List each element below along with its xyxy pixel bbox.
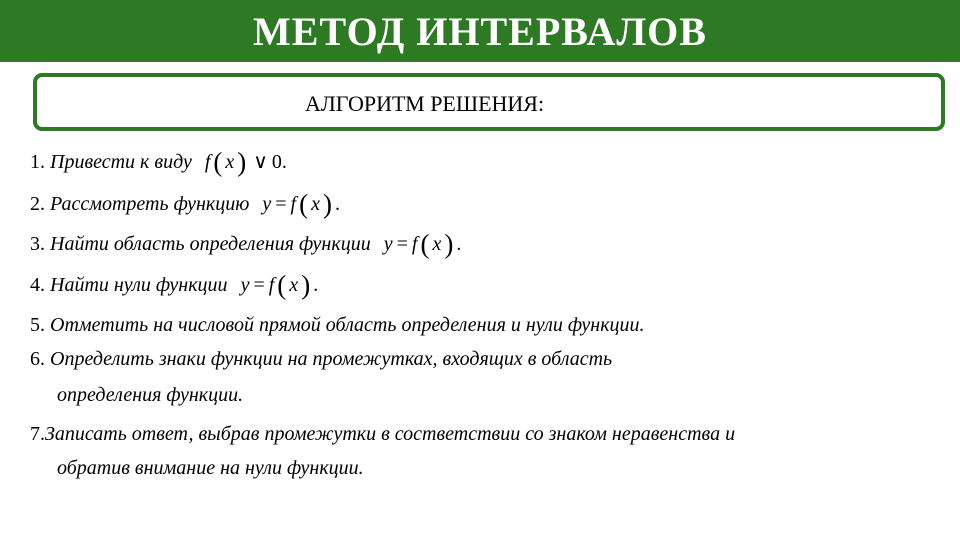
step-text: Рассмотреть функцию [50, 193, 250, 215]
formula: y = f ( x ) [240, 270, 311, 300]
step-text: Отметить на числовой прямой область определения и нули функции. [50, 314, 645, 336]
subtitle-box [33, 73, 945, 131]
step-6-continuation: определения функции. [57, 384, 244, 406]
step-number: 1. [30, 151, 45, 173]
step-7-continuation: обратив внимание на нули функции. [57, 457, 364, 479]
step-number: 7. [30, 423, 45, 445]
step-text: Найти область определения функции [50, 233, 371, 255]
step-3: 3. Найти область определения функции y = f ( x ) . [30, 229, 462, 259]
formula: y = f ( x ) [262, 189, 332, 219]
step-1: 1. Привести к виду f ( x ) ∨ 0. [30, 147, 287, 177]
step-number: 4. [30, 274, 45, 296]
step-7 [30, 423, 735, 446]
step-text: Привести к виду [50, 151, 192, 173]
step-6 [30, 348, 612, 371]
title-bar [0, 0, 960, 62]
step-number: 6. [30, 348, 45, 370]
slide-title: МЕТОД ИНТЕРВАЛОВ [253, 8, 707, 54]
step-text: Определить знаки функции на промежутках, входящих в область [50, 348, 613, 370]
step-number: 2. [30, 193, 45, 215]
step-number: 5. [30, 314, 45, 336]
formula: y = f ( x ) [383, 229, 454, 259]
step-text: Записать ответ, выбрав промежутки в состветствии со знаком неравенства и [45, 423, 736, 445]
step-5 [30, 314, 645, 337]
step-text: Найти нули функции [50, 274, 228, 296]
subtitle: АЛГОРИТМ РЕШЕНИЯ: [305, 91, 545, 116]
formula: f ( x ) ∨ 0 [204, 147, 282, 177]
step-number: 3. [30, 233, 45, 255]
step-2: 2. Рассмотреть функцию y = f ( x ) . [30, 189, 340, 219]
step-4: 4. Найти нули функции y = f ( x ) . [30, 270, 319, 300]
